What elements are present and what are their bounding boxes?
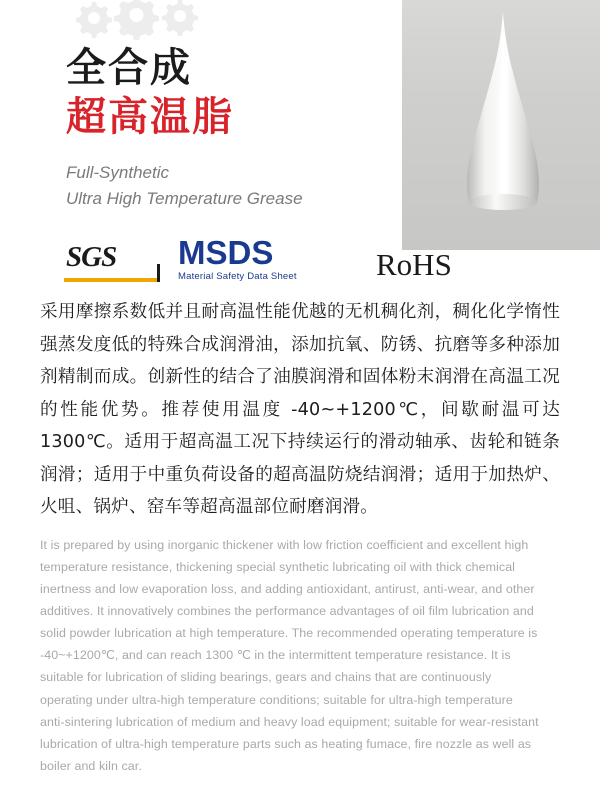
grease-cone-graphic: [455, 10, 551, 210]
msds-logo-text: MSDS: [178, 234, 274, 271]
title-line-1: 全合成: [66, 45, 192, 91]
sgs-logo-text: SGS: [66, 241, 117, 273]
page-title: [66, 44, 396, 142]
subtitle: [66, 160, 466, 213]
rohs-logo: [376, 248, 452, 282]
gear-decoration-icon: [72, 0, 202, 40]
sgs-logo: [64, 240, 160, 282]
msds-logo-subtext: Material Safety Data Sheet: [178, 271, 297, 282]
sgs-logo-tick: [157, 264, 160, 282]
sgs-logo-bar: [64, 278, 160, 282]
rohs-logo-text: RoHS: [376, 247, 452, 282]
description-english: It is prepared by using inorganic thickener with low friction coefficient and excellent high temperature resistance, thickening special synthetic lubricating oil with thick chemical inertness and low evaporation loss, and adding antioxidant, antirust, anti-wear, and other additives. It innovatively combines the performance advantages of oil film lubrication and solid powder lubrication at high temperature. The recommended operating temperature is -40~+1200℃, and can reach 1300 ℃ in the intermittent temperature resistance. It is suitable for lubrication of sliding bearings, gears and chains that are continuously operating under ultra-high temperature conditions; suitable for ultra-high temperature anti-sintering lubrication of medium and heavy load equipment; suitable for wear-resistant lubrication of ultra-high temperature parts such as heating fumace, fire nozzle as well as boiler and kiln car.: [40, 538, 539, 773]
certification-logos: [64, 236, 544, 282]
title-line-2: 超高温脂: [66, 93, 234, 140]
description-chinese: 采用摩擦系数低并且耐高温性能优越的无机稠化剂，稠化化学惰性强蒸发度低的特殊合成润滑油，添加抗氧、防锈、抗磨等多种添加剂精制而成。创新性的结合了油膜润滑和固体粉末润滑在高温工况的性能优势。推荐使用温度 -40~+1200℃，间歇耐温可达 1300℃。适用于超高温工况下持续运行的滑动轴承、齿轮和链条润滑；适用于中重负荷设备的超高温防烧结润滑；适用于加热炉、火咀、锅炉、窑车等超高温部位耐磨润滑。: [40, 302, 560, 518]
msds-logo: [178, 236, 358, 282]
subtitle-line-1: Full-Synthetic: [66, 163, 169, 182]
subtitle-line-2: Ultra High Temperature Grease: [66, 189, 303, 209]
